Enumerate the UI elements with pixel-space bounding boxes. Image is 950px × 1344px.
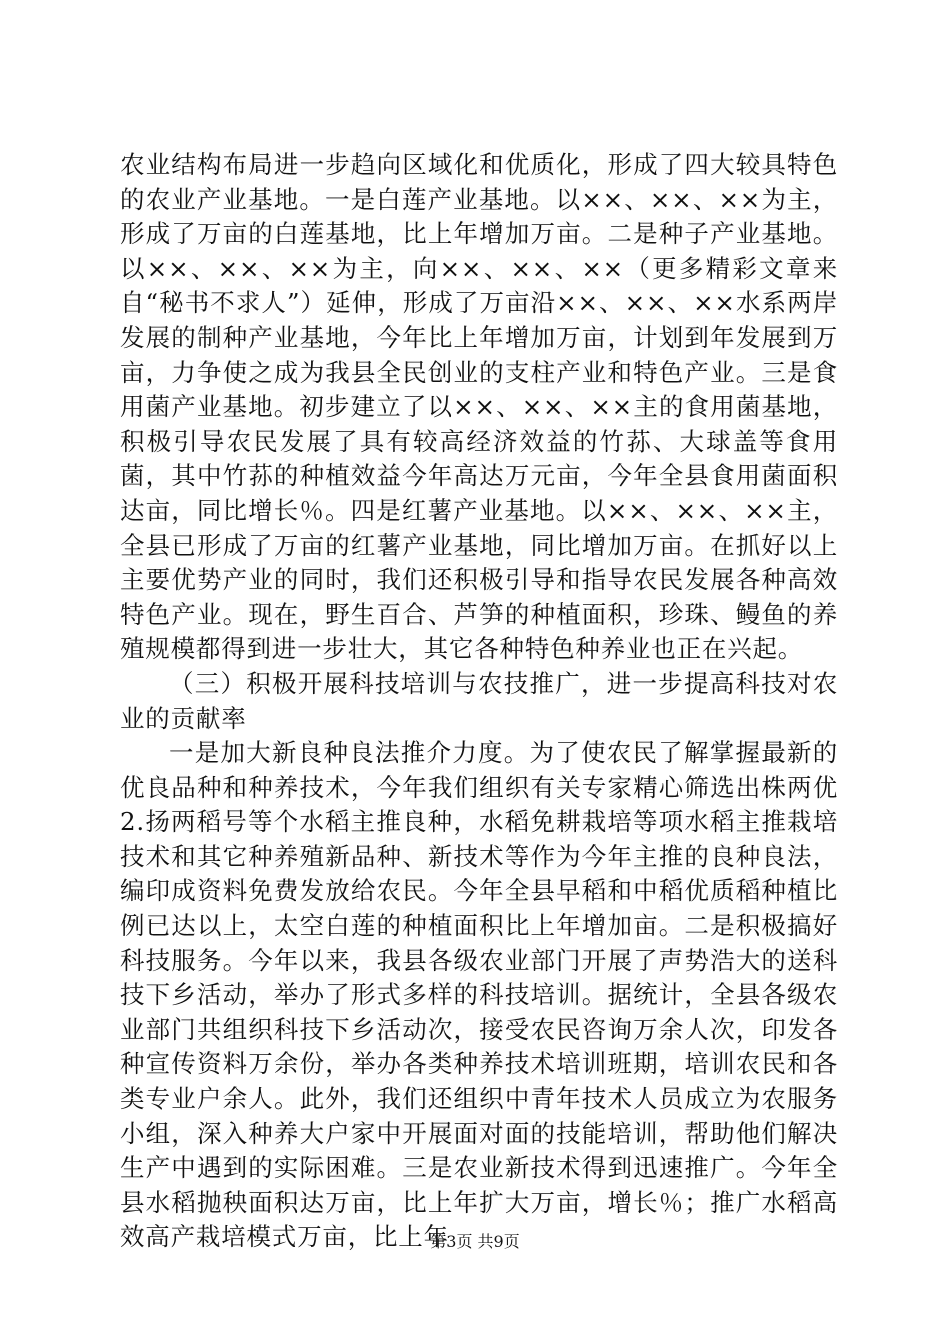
document-body (120, 148, 838, 1255)
section-heading-tech-training: （三）积极开展科技培训与农技推广，进一步提高科技对农业的贡献率 (120, 668, 838, 733)
paragraph-tech-promotion: 一是加大新良种良法推介力度。为了使农民了解掌握最新的优良品种和种养技术，今年我们组织有关专家精心筛选出株两优2.扬两稻号等个水稻主推良种，水稻免耕栽培等项水稻主推栽培技术和其它种养殖新品种、新技术等作为今年主推的良种良法，编印成资料免费发放给农民。今年全县早稻和中稻优质稻种植比例已达以上，太空白莲的种植面积比上年增加亩。二是积极搞好科技服务。今年以来，我县各级农业部门开展了声势浩大的送科技下乡活动，举办了形式多样的科技培训。据统计，全县各级农业部门共组织科技下乡活动次，接受农民咨询万余人次，印发各种宣传资料万余份，举办各类种养技术培训班期，培训农民和各类专业户余人。此外，我们还组织中青年技术人员成立为农服务小组，深入种养大户家中开展面对面的技能培训，帮助他们解决生产中遇到的实际困难。三是农业新技术得到迅速推广。今年全县水稻抛秧面积达万亩，比上年扩大万亩，增长％；推广水稻高效高产栽培模式万亩，比上年 (120, 738, 838, 1252)
page-footer: 第3页 共9页 (430, 1232, 520, 1251)
paragraph-industry-bases: 农业结构布局进一步趋向区域化和优质化，形成了四大较具特色的农业产业基地。一是白莲产业基地。以××、××、××为主，形成了万亩的白莲基地，比上年增加万亩。二是种子产业基地。以××、××、××为主，向××、××、××（更多精彩文章来自“秘书不求人”）延伸，形成了万亩沿××、××、××水系两岸发展的制种产业基地，今年比上年增加万亩，计划到年发展到万亩，力争使之成为我县全民创业的支柱产业和特色产业。三是食用菌产业基地。初步建立了以××、××、××主的食用菌基地，积极引导农民发展了具有较高经济效益的竹荪、大球盖等食用菌，其中竹荪的种植效益今年高达万元亩，今年全县食用菌面积达亩，同比增长％。四是红薯产业基地。以××、××、××主，全县已形成了万亩的红薯产业基地，同比增加万亩。在抓好以上主要优势产业的同时，我们还积极引导和指导农民发展各种高效特色产业。现在，野生百合、芦笋的种植面积，珍珠、鳗鱼的养殖规模都得到进一步壮大，其它各种特色种养业也正在兴起。 (120, 150, 838, 664)
